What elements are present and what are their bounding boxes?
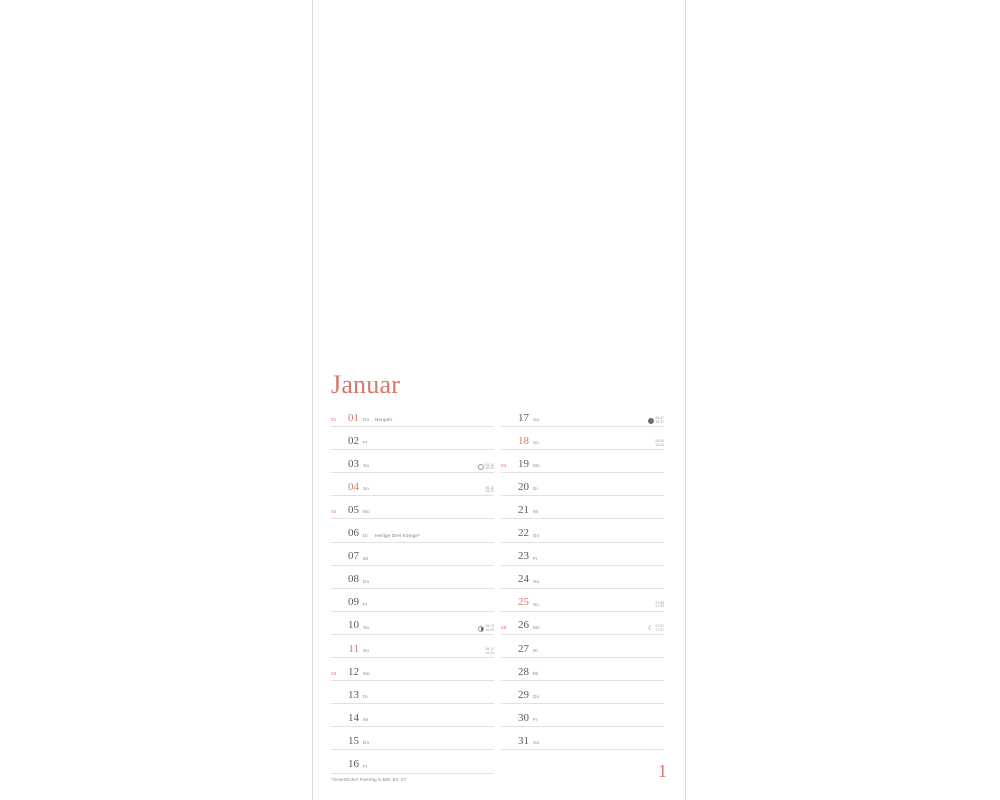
sunset-time: 17:05 (655, 604, 664, 609)
weekday-label: Fr (533, 717, 538, 723)
weekday-label: Do (363, 417, 370, 423)
day-number: 24 (518, 573, 529, 586)
holiday-note: Neujahr (375, 417, 393, 423)
day-row[interactable] (331, 427, 494, 450)
day-astro-info (648, 417, 664, 424)
sunrise-time: 08:06 (655, 439, 664, 444)
day-row[interactable] (501, 612, 664, 635)
day-number: 03 (348, 457, 359, 470)
sunrise-time: 07:58 (655, 601, 664, 606)
day-astro-info (648, 625, 664, 632)
weekday-label: Mi (363, 717, 369, 723)
day-astro-info (486, 487, 494, 494)
day-number: 16 (348, 758, 359, 770)
day-number: 28 (518, 665, 529, 678)
day-row[interactable] (331, 566, 494, 589)
sunset-time: 16:31 (485, 489, 494, 494)
day-row[interactable] (501, 496, 664, 519)
sun-times (656, 440, 664, 447)
weekday-label: Fr (533, 555, 538, 561)
weekday-label: Mi (533, 671, 539, 677)
footnote: *Gesetzlicher Feiertag in BW, BY, ST (331, 777, 407, 782)
week-number: 01 (331, 417, 337, 423)
day-row[interactable] (331, 727, 494, 750)
day-row[interactable] (331, 473, 494, 496)
day-number: 07 (348, 550, 359, 563)
days-column-left (331, 404, 494, 774)
month-number: 1 (658, 761, 667, 781)
day-row[interactable] (501, 589, 664, 612)
day-number: 20 (518, 480, 529, 493)
weekday-label: So (533, 440, 540, 446)
sunrise-time: 08:16 (485, 485, 494, 490)
calendar-sheet (312, 0, 686, 800)
day-number: 13 (348, 688, 359, 701)
weekday-label: Fr (363, 440, 368, 446)
weekday-label: Do (533, 694, 540, 700)
weekday-label: So (533, 601, 540, 607)
day-row[interactable] (331, 404, 494, 427)
sun-times (486, 625, 494, 632)
weekday-label: Di (363, 532, 368, 538)
weekday-label: So (363, 648, 370, 654)
weekday-label: Do (363, 578, 370, 584)
day-row[interactable] (501, 566, 664, 589)
day-row[interactable] (331, 543, 494, 566)
weekday-label: Sa (363, 624, 370, 630)
day-number: 15 (348, 734, 359, 747)
day-number: 10 (348, 619, 359, 632)
day-row[interactable] (501, 543, 664, 566)
sunset-time: 16:41 (485, 650, 494, 655)
sunrise-time: 08:12 (485, 647, 494, 652)
day-row[interactable] (331, 681, 494, 704)
weekday-label: Mo (533, 463, 540, 469)
day-row[interactable] (331, 704, 494, 727)
weekday-label: Sa (533, 578, 540, 584)
day-row[interactable] (501, 519, 664, 542)
weekday-label: Di (533, 648, 538, 654)
weekday-label: Sa (363, 463, 370, 469)
sun-times (486, 487, 494, 494)
day-number: 27 (518, 642, 529, 655)
week-number: 02 (331, 509, 337, 515)
day-number: 08 (348, 573, 359, 586)
day-number: 19 (518, 457, 529, 470)
day-number: 04 (348, 480, 359, 493)
day-number: 29 (518, 688, 529, 701)
sunset-time: 16:30 (485, 465, 494, 470)
sunset-time: 17:07 (655, 627, 664, 632)
weekday-label: Mi (363, 555, 369, 561)
day-row[interactable] (501, 427, 664, 450)
day-row[interactable] (501, 704, 664, 727)
day-row[interactable] (331, 519, 494, 542)
day-number: 05 (348, 503, 359, 516)
weekday-label: Mi (533, 509, 539, 515)
weekday-label: Mo (533, 624, 540, 630)
day-row[interactable] (501, 727, 664, 750)
week-number: 05 (501, 624, 507, 630)
day-row[interactable] (331, 635, 494, 658)
day-number: 14 (348, 711, 359, 724)
sun-times (656, 602, 664, 609)
sun-times (486, 464, 494, 471)
sunset-time: 16:39 (485, 627, 494, 632)
sunset-time: 16:53 (655, 442, 664, 447)
sunrise-time: 08:16 (485, 462, 494, 467)
day-number: 06 (348, 527, 359, 540)
new-moon-icon (478, 464, 484, 470)
day-row[interactable] (331, 450, 494, 473)
day-number: 12 (348, 665, 359, 678)
day-number: 18 (518, 434, 529, 447)
day-row[interactable] (331, 496, 494, 519)
day-number: 26 (518, 619, 529, 632)
month-title: Januar (331, 370, 401, 399)
week-number: 04 (501, 463, 507, 469)
full-moon-icon (648, 418, 654, 424)
weekday-label: Mo (363, 671, 370, 677)
week-number: 03 (331, 671, 337, 677)
last-quarter-moon-icon: ☾ (647, 625, 654, 632)
day-row[interactable] (331, 658, 494, 681)
day-number: 01 (348, 411, 359, 424)
day-number: 22 (518, 527, 529, 540)
day-row[interactable] (331, 612, 494, 635)
day-number: 30 (518, 711, 529, 724)
sunrise-time: 08:07 (655, 416, 664, 421)
sun-times (486, 648, 494, 655)
day-number: 17 (518, 411, 529, 424)
day-number: 09 (348, 596, 359, 609)
day-row[interactable] (501, 681, 664, 704)
day-number: 21 (518, 503, 529, 516)
weekday-label: Sa (533, 740, 540, 746)
day-number: 11 (348, 642, 359, 655)
day-number: 31 (518, 734, 529, 747)
day-astro-info (478, 464, 494, 471)
day-row[interactable] (331, 589, 494, 612)
day-astro-info (656, 440, 664, 447)
day-row[interactable] (331, 750, 494, 773)
day-row[interactable] (501, 404, 664, 427)
day-number: 02 (348, 434, 359, 447)
calendar-sheet-inner (313, 0, 685, 800)
days-column-right (501, 404, 664, 750)
day-row[interactable] (501, 635, 664, 658)
sunrise-time: 08:13 (485, 624, 494, 629)
weekday-label: Do (363, 740, 370, 746)
weekday-label: Sa (533, 417, 540, 423)
day-astro-info (656, 602, 664, 609)
weekday-label: Di (363, 694, 368, 700)
weekday-label: Fr (363, 763, 368, 769)
sun-times (656, 625, 664, 632)
weekday-label: Mo (363, 509, 370, 515)
weekday-label: So (363, 486, 370, 492)
sunset-time: 16:51 (655, 419, 664, 424)
day-row[interactable] (501, 450, 664, 473)
sun-times (656, 417, 664, 424)
weekday-label: Do (533, 532, 540, 538)
sunrise-time: 07:57 (655, 624, 664, 629)
day-number: 23 (518, 550, 529, 563)
day-row[interactable] (501, 473, 664, 496)
weekday-label: Fr (363, 601, 368, 607)
weekday-label: Di (533, 486, 538, 492)
holiday-note: Heilige Drei Könige* (375, 532, 421, 538)
day-astro-info (478, 625, 494, 632)
day-row[interactable] (501, 658, 664, 681)
day-number: 25 (518, 596, 529, 609)
first-quarter-moon-icon (478, 626, 484, 632)
day-astro-info (486, 648, 494, 655)
